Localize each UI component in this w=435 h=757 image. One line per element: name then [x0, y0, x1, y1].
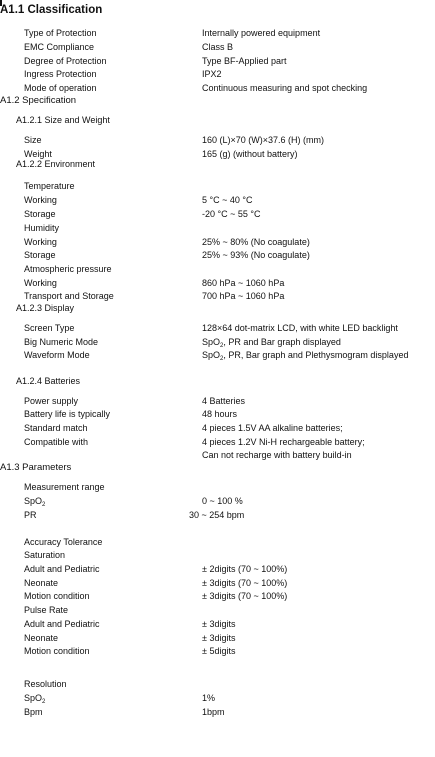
label-power-supply: Power supply [24, 396, 79, 406]
label-pr-range: PR [24, 510, 37, 520]
label-hum-storage: Storage [24, 250, 56, 260]
value-screen-type: 128×64 dot-matrix LCD, with white LED backlight [202, 323, 398, 333]
section-heading-classification: A1.1 Classification [0, 4, 103, 16]
section-heading-specification: A1.2 Specification [0, 95, 77, 106]
value-size: 160 (L)×70 (W)×37.6 (H) (mm) [202, 135, 325, 145]
value-emc-compliance: Class B [202, 42, 234, 52]
value-waveform-mode: SpO$_2$, PR, Bar graph and Plethysmogram displayed [202, 350, 409, 362]
label-humidity: Humidity [24, 223, 60, 233]
subsection-heading-batteries: A1.2.4 Batteries [16, 376, 81, 386]
label-temp-storage: Storage [24, 209, 56, 219]
label-standard-match: Standard match [24, 423, 88, 433]
label-sat-motion: Motion condition [24, 591, 90, 601]
value-type-of-protection: Internally powered equipment [202, 28, 321, 38]
value-pr-motion: ± 5digits [202, 646, 236, 656]
subsection-heading-display: A1.2.3 Display [16, 303, 75, 313]
label-type-of-protection: Type of Protection [24, 28, 97, 38]
label-pr-motion: Motion condition [24, 646, 90, 656]
value-sat-neonate: ± 3digits (70 ~ 100%) [202, 578, 288, 588]
value-battery-life: 48 hours [202, 409, 238, 419]
label-spo2-range: SpO$_2$ [24, 496, 46, 508]
value-temp-storage: -20 °C ~ 55 °C [202, 209, 261, 219]
value-power-supply: 4 Batteries [202, 396, 246, 406]
label-temp-working: Working [24, 195, 57, 205]
value-pr-range: 30 ~ 254 bpm [189, 510, 245, 520]
label-pr-adult: Adult and Pediatric [24, 619, 100, 629]
label-res-bpm: Bpm [24, 707, 43, 717]
value-press-transport: 700 hPa ~ 1060 hPa [202, 291, 285, 301]
label-pulse-rate: Pulse Rate [24, 605, 69, 615]
label-size: Size [24, 135, 42, 145]
label-emc-compliance: EMC Compliance [24, 42, 95, 52]
label-pr-neonate: Neonate [24, 633, 59, 643]
value-standard-match: 4 pieces 1.5V AA alkaline batteries; [202, 423, 343, 433]
value-no-recharge: Can not recharge with battery build-in [202, 450, 352, 460]
value-pr-adult: ± 3digits [202, 619, 236, 629]
label-battery-life: Battery life is typically [24, 409, 111, 419]
label-res-spo2: SpO$_2$ [24, 693, 46, 705]
label-compatible-with: Compatible with [24, 437, 89, 447]
label-degree-of-protection: Degree of Protection [24, 56, 107, 66]
label-measurement-range: Measurement range [24, 482, 105, 492]
value-hum-working: 25% ~ 80% (No coagulate) [202, 237, 310, 247]
label-temperature: Temperature [24, 181, 75, 191]
value-degree-of-protection: Type BF-Applied part [202, 56, 287, 66]
label-press-working: Working [24, 278, 57, 288]
label-press-transport: Transport and Storage [24, 291, 114, 301]
value-hum-storage: 25% ~ 93% (No coagulate) [202, 250, 310, 260]
value-res-spo2: 1% [202, 693, 216, 703]
label-sat-neonate: Neonate [24, 578, 59, 588]
value-press-working: 860 hPa ~ 1060 hPa [202, 278, 285, 288]
value-sat-adult: ± 2digits (70 ~ 100%) [202, 564, 288, 574]
label-hum-working: Working [24, 237, 57, 247]
label-ingress-protection: Ingress Protection [24, 69, 97, 79]
value-weight: 165 (g) (without battery) [202, 149, 298, 159]
subsection-heading-environment: A1.2.2 Environment [16, 159, 96, 169]
label-resolution: Resolution [24, 679, 67, 689]
label-big-numeric-mode: Big Numeric Mode [24, 337, 99, 347]
subsection-heading-size-weight: A1.2.1 Size and Weight [16, 115, 110, 125]
label-waveform-mode: Waveform Mode [24, 350, 90, 360]
label-screen-type: Screen Type [24, 323, 75, 333]
label-atmospheric-pressure: Atmospheric pressure [24, 264, 112, 274]
value-spo2-range: 0 ~ 100 % [202, 496, 243, 506]
label-mode-of-operation: Mode of operation [24, 83, 97, 93]
value-ingress-protection: IPX2 [202, 69, 222, 79]
value-pr-neonate: ± 3digits [202, 633, 236, 643]
label-sat-adult: Adult and Pediatric [24, 564, 100, 574]
value-mode-of-operation: Continuous measuring and spot checking [202, 83, 368, 93]
section-heading-parameters: A1.3 Parameters [0, 462, 72, 473]
value-sat-motion: ± 3digits (70 ~ 100%) [202, 591, 288, 601]
value-temp-working: 5 °C ~ 40 °C [202, 195, 253, 205]
value-big-numeric-mode: SpO$_2$, PR and Bar graph displayed [202, 337, 341, 349]
label-weight: Weight [24, 149, 52, 159]
label-saturation: Saturation [24, 550, 66, 560]
value-compatible-with: 4 pieces 1.2V Ni-H rechargeable battery; [202, 437, 365, 447]
value-res-bpm: 1bpm [202, 707, 225, 717]
label-accuracy-tolerance: Accuracy Tolerance [24, 537, 103, 547]
